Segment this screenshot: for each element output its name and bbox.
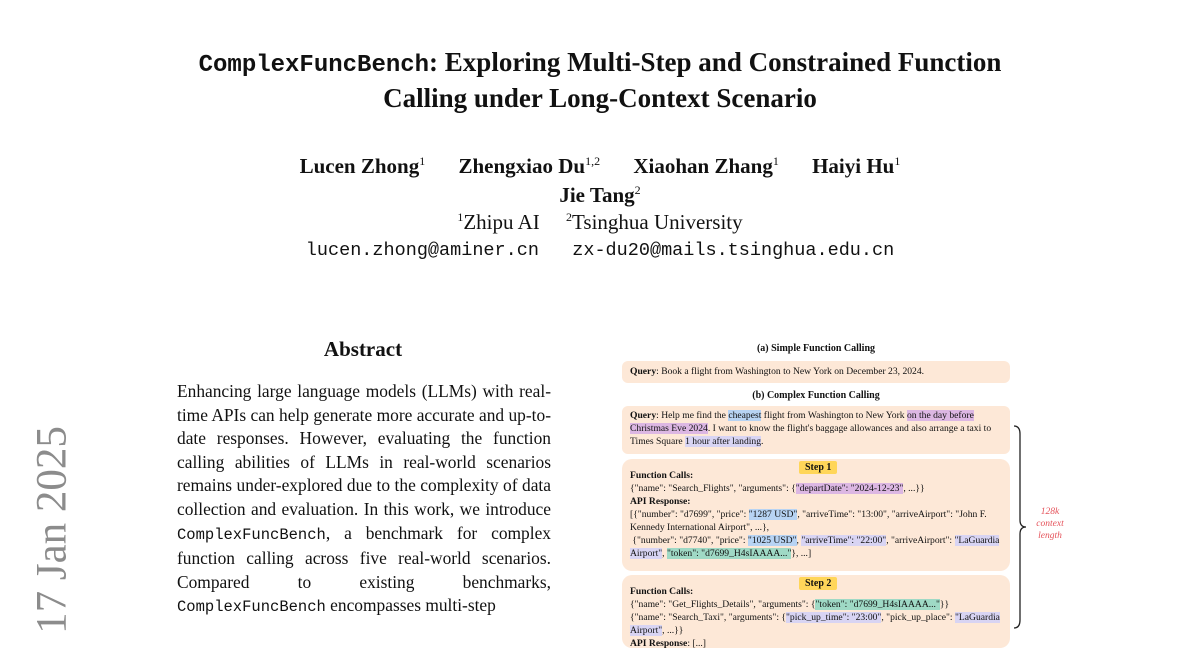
affiliations bbox=[170, 210, 1030, 235]
author: Zhengxiao Du$^{1,2}$ bbox=[458, 154, 601, 178]
step2-box: Function Calls: {"name": "Get_Flights_Details", "arguments": {"token": "d7699_H4sIAAAA..."}} {"name": "Search_Taxi", "arguments": {"pick_up_time": "23:00", "pick_up_place": "LaGuardia Airport", ...}} API Response: [...] bbox=[622, 575, 1010, 648]
complex-query-box: Query: Help me find the cheapest flight from Washington to New York on the day before Christmas Eve 2024. I want to know the flight's baggage allowances and also arrange a taxi to Times Square 1 hour after landing. bbox=[622, 406, 1010, 454]
arxiv-date-stamp bbox=[28, 426, 76, 634]
caption-simple: (a) Simple Function Calling bbox=[756, 343, 876, 354]
abstract-heading: Abstract bbox=[323, 337, 403, 361]
teaser-figure bbox=[620, 340, 1080, 648]
email-link[interactable]: lucen.zhong@aminer.cn bbox=[305, 240, 539, 261]
author-emails bbox=[170, 240, 1030, 261]
title-text-line2: Calling under Long-Context Scenario bbox=[383, 83, 817, 113]
step1-badge: Step 1 bbox=[799, 461, 837, 474]
email-link[interactable]: zx-du20@mails.tsinghua.edu.cn bbox=[572, 240, 895, 261]
step1-box: Function Calls: {"name": "Search_Flights", "arguments": {"departDate": "2024-12-23", ...}} API Response: [{"number": "d7699", "price": "1287 USD", "arriveTime": "13:00", "arriveAirport": "John F. Kennedy International Airport", ...}, {"number": "d7740", "price": "1025 USD", "arriveTime": "22:00", "arriveAirport": "LaGuardia Airport", "token": "d7699_H4sIAAAA..."}, ...] bbox=[622, 459, 1010, 571]
context-length-label: 128k context length bbox=[1036, 507, 1064, 541]
affiliation: $^2$Tsinghua University bbox=[566, 210, 743, 234]
author: Xiaohan Zhang$^1$ bbox=[633, 154, 779, 178]
title-benchmark-name: ComplexFuncBench bbox=[198, 52, 430, 79]
arxiv-date: 17 Jan 2025 bbox=[28, 426, 76, 634]
author: Haiyi Hu$^1$ bbox=[812, 154, 901, 178]
abstract-body: Enhancing large language models (LLMs) with real-time APIs can help generate more accurate and up-to-date responses. However, evaluating the function calling abilities of LLMs in real-world scenarios remains under-explored due to the complexity of data collection and evaluation. In this work, we introduce ComplexFuncBench, a benchmark for complex function calling across five real-world scenarios. Compared to existing benchmarks, ComplexFuncBench encompasses multi-step bbox=[177, 381, 551, 617]
caption-complex: (b) Complex Function Calling bbox=[752, 390, 880, 401]
author-list-row2 bbox=[170, 183, 1030, 208]
affiliation: $^1$Zhipu AI bbox=[457, 210, 540, 234]
author: Jie Tang$^2$ bbox=[559, 183, 641, 207]
title-text-line1: : Exploring Multi-Step and Constrained Function bbox=[429, 47, 1002, 77]
author-list bbox=[170, 154, 1030, 179]
paper-title bbox=[170, 46, 1030, 115]
author: Lucen Zhong$^1$ bbox=[299, 154, 426, 178]
step2-badge: Step 2 bbox=[799, 577, 837, 590]
simple-query-box: Query: Book a flight from Washington to New York on December 23, 2024. bbox=[622, 361, 1010, 383]
